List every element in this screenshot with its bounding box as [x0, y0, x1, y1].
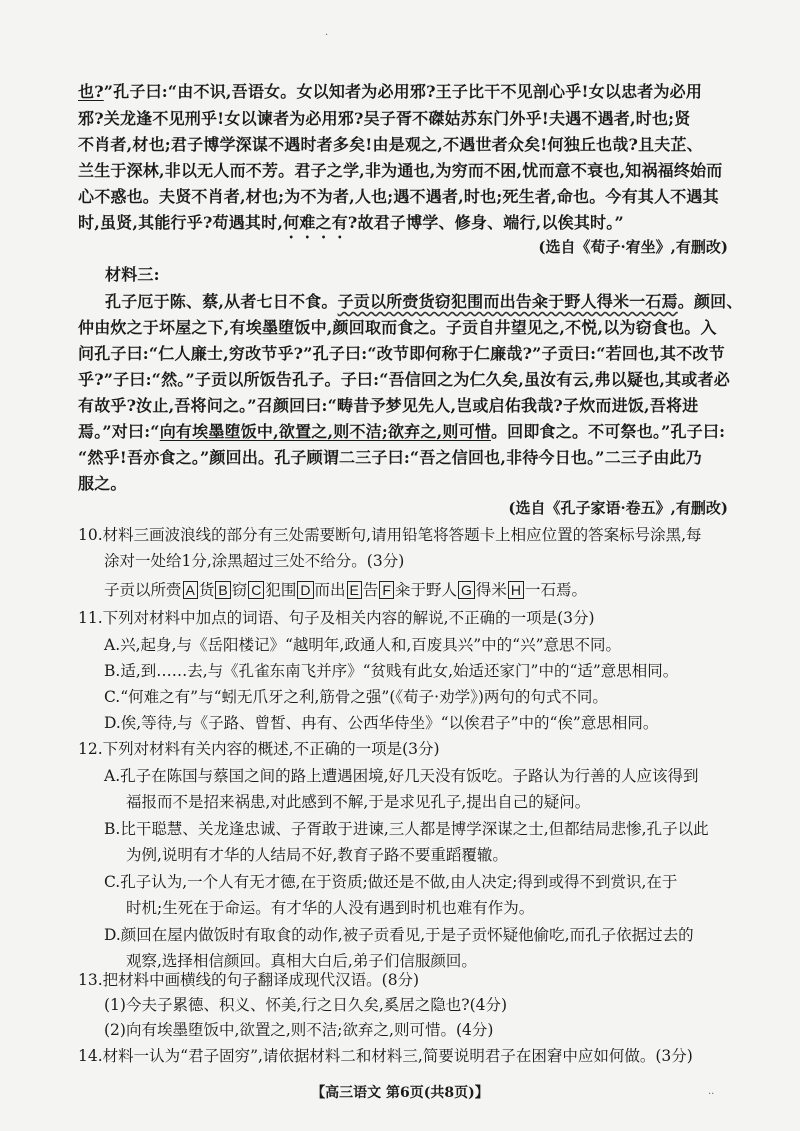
m3-source: (选自《孔子家语·卷五》,有删改): [508, 499, 728, 517]
m3-line6: 焉。”对曰:“向有埃墨堕饭中,欲置之,则不洁;欲弃之,则可惜。回即食之。不可祭也。”孔子曰:: [78, 422, 726, 441]
m3-line3: 问孔子曰:“仁人廉士,穷改节乎?”孔子曰:“改节即何称于仁廉哉?”子贡曰:“若回也,其不改节: [78, 344, 725, 363]
m3-line1: 孔子厄于陈、蔡,从者七日不食。子贡以所赍货窃犯围而出告籴于野人得米一石焉。颜回、: [105, 292, 743, 311]
m2-source: (选自《荀子·宥坐》,有删改): [538, 238, 728, 256]
q10-segments: 子贡以所赍 A 货 B 窃 C 犯围 D 而出 E 告 F 籴于野人 G 得米 H 一石焉。: [104, 581, 587, 599]
q12-option-d-1: D.颜回在屋内做饭时有取食的动作,被子贡看见,于是子贡怀疑他偷吃,而孔子依据过去的: [104, 926, 694, 944]
q12-option-a-1: A.孔子在陈国与蔡国之间的路上遭遇困境,好几天没有饭吃。子路认为行善的人应该得到: [104, 767, 699, 785]
m3-line4: 乎?”子曰:“然。”子贡以所饭告孔子。子曰:“吾信回之为仁久矣,虽汝有云,弗以疑也,其或者必: [78, 370, 730, 389]
q13-stem: 13.把材料中画横线的句子翻译成现代汉语。(8分): [78, 971, 420, 989]
q10-box-f[interactable]: F: [379, 581, 394, 599]
q12-option-a-2: 福报而不是招来祸患,对此感到不解,于是求见孔子,提出自己的疑问。: [126, 793, 591, 811]
q10-box-g[interactable]: G: [458, 581, 475, 599]
q10-box-c[interactable]: C: [248, 581, 264, 599]
q14-stem: 14.材料一认为“君子固穷”,请依据材料二和材料三,简要说明君子在困窘中应如何做。(3分): [78, 1047, 693, 1065]
q10-box-e[interactable]: E: [347, 581, 362, 599]
m3-title: 材料三:: [105, 265, 160, 284]
q11-option-c: C.“何难之有”与“蚓无爪牙之利,筋骨之强”(《荀子·劝学》)两句的句式不同。: [104, 688, 608, 706]
q13-sentence-2: (2)向有埃墨堕饭中,欲置之,则不洁;欲弃之,则可惜。(4分): [104, 1021, 494, 1039]
m2-line1: 也?”孔子曰:“由不识,吾语女。女以知者为必用邪?王子比干不见剖心乎!女以忠者为必用: [78, 82, 703, 101]
q12-stem: 12.下列对材料有关内容的概述,不正确的一项是(3分): [78, 740, 440, 758]
underlined-sentence: 向有埃墨堕饭中,欲置之,则不洁;欲弃之,则可惜: [159, 422, 491, 441]
wavy-line-segment: 子贡以所赍货窃犯围而出告籴于野人得米一石焉: [337, 292, 678, 311]
q10-box-b[interactable]: B: [215, 581, 230, 599]
q11-option-a: A.兴,起身,与《岳阳楼记》“越明年,政通人和,百废具兴”中的“兴”意思不同。: [104, 636, 622, 654]
q13-sentence-1: (1)今夫子累德、积义、怀美,行之日久矣,奚居之隐也?(4分): [104, 996, 508, 1014]
q10-box-h[interactable]: H: [508, 581, 524, 599]
q11-option-b: B.适,到……去,与《孔雀东南飞并序》“贫贱有此女,始适还家门”中的“适”意思相同。: [104, 662, 679, 680]
m3-line8: 服之。: [78, 474, 127, 493]
q11-option-d: D.俟,等待,与《子路、曾皙、冉有、公西华侍坐》“以俟君子”中的“俟”意思相同。: [104, 714, 659, 732]
q12-option-c-2: 时机;生死在于命运。有才华的人没有遇到时机也难有作为。: [126, 899, 535, 917]
page-footer: 【高三语文 第6页(共8页)】: [311, 1085, 489, 1101]
q12-option-d-2: 观察,选择相信颜回。真相大白后,弟子们信服颜回。: [126, 952, 477, 970]
m2-line6: 时,虽贤,其能行乎?苟遇其时,何难之有?故君子博学、修身、端行,以俟其时。”: [78, 213, 624, 232]
m3-line7: “然乎!吾亦食之。”颜回出。孔子顾谓二三子曰:“吾之信回也,非待今日也。”二三子由此乃: [78, 448, 702, 467]
dotted-phrase: 何难之有: [283, 213, 348, 232]
m2-line3: 不肖者,材也;君子博学深谋不遇时者多矣!由是观之,不遇世者众矣!何独丘也哉?且夫芷、: [78, 135, 703, 154]
q12-option-c-1: C.孔子认为,一个人有无才德,在于资质;做还是不做,由人决定;得到或得不到赏识,在于: [104, 873, 678, 891]
m3-line5: 有故乎?汝止,吾将问之。”召颜回曰:“畴昔予梦见先人,岂或启佑我哉?子炊而进饭,吾将进: [78, 396, 699, 415]
corner-mark: ..: [708, 1086, 715, 1097]
m2-line5: 心不惑也。夫贤不肖者,材也;为不为者,人也;遇不遇者,时也;死生者,命也。今有其人不遇其: [78, 187, 719, 206]
m3-line2: 仲由炊之于坏屋之下,有埃墨堕饭中,颜回取而食之。子贡自井望见之,不悦,以为窃食也。入: [78, 318, 717, 337]
q10-stem-2: 涂对一处给1分,涂黑超过三处不给分。(3分): [104, 552, 405, 570]
q10-box-a[interactable]: A: [183, 581, 198, 599]
m2-underlined-start: 也?: [78, 82, 104, 101]
m2-line4: 兰生于深林,非以无人而不芳。君子之学,非为通也,为穷而不困,忧而意不衰也,知祸福终始而: [78, 161, 723, 180]
q10-stem-1: 10.材料三画波浪线的部分有三处需要断句,请用铅笔将答题卡上相应位置的答案标号涂黑,每: [78, 526, 702, 544]
q10-box-d[interactable]: D: [297, 581, 313, 599]
q12-option-b-2: 为例,说明有才华的人结局不好,教育子路不要重蹈覆辙。: [126, 846, 508, 864]
top-mark: ·: [325, 30, 329, 41]
q12-option-b-1: B.比干聪慧、关龙逢忠诚、子胥敢于进谏,三人都是博学深谋之士,但都结局悲惨,孔子以此: [104, 820, 709, 838]
q11-stem: 11.下列对材料中加点的词语、句子及相关内容的解说,不正确的一项是(3分): [78, 609, 595, 627]
m2-line2: 邪?关龙逢不见刑乎!女以谏者为必用邪?吴子胥不磔姑苏东门外乎!夫遇不遇者,时也;贤: [78, 109, 691, 128]
